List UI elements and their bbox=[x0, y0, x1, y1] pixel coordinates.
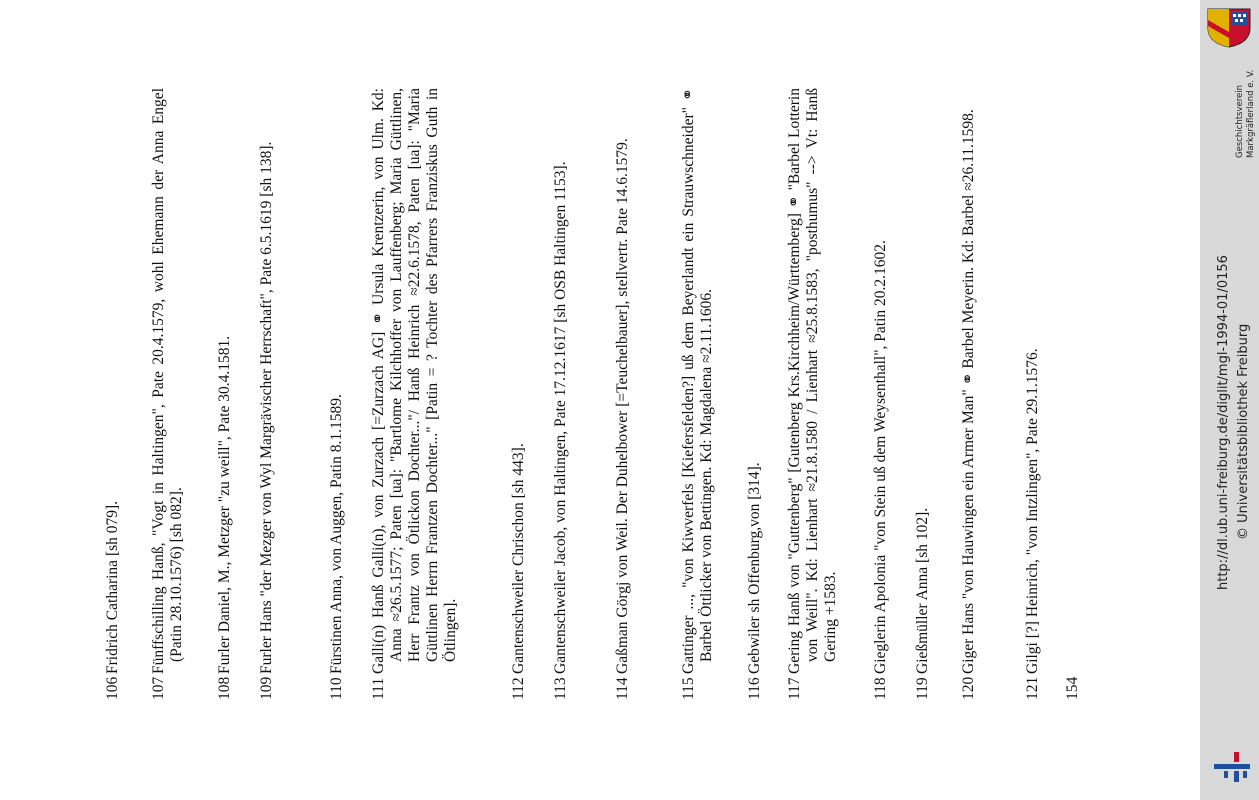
entry-text: Gieglerin Apolonia "von Stein uß dem Weysenthall", Patin 20.2.1602. bbox=[872, 240, 889, 674]
entry-text: Gantenschweiler Chrischon [sh 443]. bbox=[510, 443, 527, 674]
entry-text: Fünffschilling Hanß, "Vogt in Haltingen", Pate 20.4.1579, wohl Ehemann der Anna Engel (Patin 28.10.1576) [sh 082]. bbox=[150, 88, 185, 674]
entry-row bbox=[328, 88, 346, 700]
entry-row bbox=[614, 88, 632, 700]
entry-text: Gantenschweiler Jacob, von Haltingen, Pate 17.12.1617 [sh OSB Haltingen 1153]. bbox=[552, 161, 569, 674]
entry-number: 120 bbox=[960, 676, 977, 700]
entry-number: 119 bbox=[914, 677, 931, 700]
source-url-link[interactable]: http://dl.ub.uni-freiburg.de/diglit/mgl-1994-01/0156 bbox=[1216, 255, 1231, 590]
entry-row bbox=[786, 88, 840, 700]
entry-row bbox=[680, 88, 716, 700]
entry-row bbox=[552, 88, 570, 700]
entry-row bbox=[510, 88, 528, 700]
entry-row bbox=[370, 88, 460, 700]
university-library-logo-icon bbox=[1210, 750, 1254, 784]
entry-row bbox=[1024, 88, 1042, 700]
entry-number: 109 bbox=[258, 676, 275, 700]
entry-text: Gattinger ..., "von Kiwverfels [Kiefersfelden?] uß dem Beyerlandt ein Strauwschneider" ⚭ Barbel Öttlicker von Bettingen. Kd: Magdalena ≈2.11.1606. bbox=[680, 88, 715, 674]
entry-row bbox=[150, 88, 186, 700]
entry-text: Furler Hans "der Mezger von Wyl Margrävischer Herrschaft", Pate 6.5.1619 [sh 138]. bbox=[258, 141, 275, 674]
entry-number: 106 bbox=[104, 676, 121, 700]
entry-row bbox=[914, 88, 932, 700]
strip-rotated-text bbox=[1200, 0, 1259, 800]
entry-row bbox=[216, 88, 234, 700]
entry-number: 121 bbox=[1024, 676, 1041, 700]
copyright-text: © Universitätsbibliothek Freiburg bbox=[1236, 323, 1251, 540]
entry-number: 111 bbox=[370, 677, 387, 700]
entry-row bbox=[960, 88, 978, 700]
entry-text: Gießmüller Anna [sh 102]. bbox=[914, 507, 931, 674]
entry-number: 116 bbox=[746, 677, 763, 700]
entry-text: Gaßman Görgj von Weil. Der Duhelbower [=Teuchelbauer], stellvertr. Pate 14.6.1579. bbox=[614, 138, 631, 674]
entry-number: 108 bbox=[216, 676, 233, 700]
entry-number: 117 bbox=[786, 677, 803, 700]
entry-text: Gebwiler sh Offenburg,von [314]. bbox=[746, 462, 763, 674]
entry-text: Gilgi [?] Heinrich, "von Intzlingen", Pate 29.1.1576. bbox=[1024, 348, 1041, 674]
entry-text: Giger Hans "von Hauwingen ein Armer Man" ⚭ Barbel Meyerin. Kd: Barbel ≈26.11.1598. bbox=[960, 109, 977, 674]
entry-text: Fridrich Catharina [sh 079]. bbox=[104, 500, 121, 674]
entry-row bbox=[872, 88, 890, 700]
entry-number: 110 bbox=[328, 677, 345, 700]
page-number: 154 bbox=[1064, 676, 1081, 700]
entry-text: Fürstinen Anna, von Auggen, Patin 8.1.1589. bbox=[328, 394, 345, 674]
society-name-line1: Geschichtsverein bbox=[1235, 84, 1245, 158]
society-name-line2: Markgräflerland e. V. bbox=[1246, 69, 1256, 158]
entry-row bbox=[746, 88, 764, 700]
entry-text: Galli(n) Hanß Galli(n), von Zurzach [=Zurzach AG] ⚭ Ursula Krentzerin, von Ulm. Kd: Anna ≈26.5.1577; Paten [ua]: "Bartlome Kilchhoffer von Lauffenberg; Maria Güttlinen, Herr Frantz von Ötlickon Dochter..."/ Hanß Heinrich ≈22.6.1578, Paten [ua]: "Maria Güttlinen Herrn Frantzen Dochter..." [Patin = ? Tochter des Pfarrers Franziskus Guth in Ötlingen]. bbox=[370, 88, 459, 674]
entry-number: 113 bbox=[552, 677, 569, 700]
entry-number: 112 bbox=[510, 677, 527, 700]
entry-number: 107 bbox=[150, 676, 167, 700]
entry-text: Furler Daniel, M., Metzger "zu weill", Pate 30.4.1581. bbox=[216, 335, 233, 674]
entry-number: 114 bbox=[614, 677, 631, 700]
entry-text: Gering Hanß von "Guttenberg" [Gutenberg Krs.Kirchheim/Württemberg] ⚭ "Barbel Lotterin von Weill". Kd: Lienhart ≈21.8.1580 / Lienhart ≈25.8.1583, "posthumus" --> Vt: Hanß Gering +1583. bbox=[786, 88, 839, 674]
entry-row bbox=[104, 88, 122, 700]
entry-number: 115 bbox=[680, 677, 697, 700]
entry-number: 118 bbox=[872, 677, 889, 700]
entry-row bbox=[258, 88, 276, 700]
